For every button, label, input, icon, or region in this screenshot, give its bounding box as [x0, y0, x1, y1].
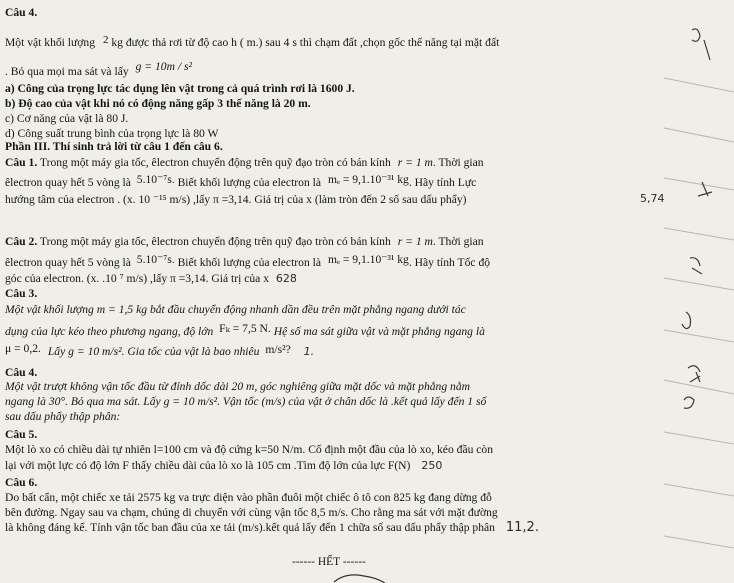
- q1-handwritten-answer: 5,74: [640, 192, 665, 205]
- q4-top-line1-rest: kg được thả rơi từ độ cao h ( m.) sau 4 s thì chạm đất ,chọn gốc thế năng tại mặt đất: [111, 36, 500, 49]
- q3-force: Fₖ = 7,5 N.: [219, 322, 271, 335]
- q1-line2-text: êlectron quay hết 5 vòng là: [5, 176, 131, 189]
- q2-radius: r = 1 m: [397, 235, 433, 248]
- q2-line1: [5, 235, 484, 249]
- q1-title: Câu 1.: [5, 156, 38, 169]
- q4-top-line2: [5, 60, 192, 79]
- q2-handwritten-answer: 628: [275, 272, 297, 285]
- q3-line2-end: Hệ số ma sát giữa vật và mặt phẳng ngang là: [273, 325, 485, 338]
- q3-line2: [5, 322, 485, 339]
- q3-mu: μ = 0,2.: [5, 342, 41, 355]
- q1-line1: [5, 156, 484, 170]
- q4-line1: Một vật trượt không vận tốc đầu từ đỉnh dốc dài 20 m, góc nghiêng giữa mặt dốc và mặt phẳng nằm: [5, 380, 471, 393]
- q1-line2-mid: Biết khối lượng của electron là: [177, 176, 322, 189]
- q1-mass: mₑ = 9,1.10⁻³¹ kg: [327, 173, 409, 186]
- q4-top-title: Câu 4.: [5, 6, 38, 19]
- q4-top-line1-text: Một vật khối lượng: [5, 36, 96, 49]
- q2-line2-text: êlectron quay hết 5 vòng là: [5, 256, 131, 269]
- q2-line3-text: góc của electron. (x. .10 ⁷ m/s) ,lấy π =3,14. Giá trị của x: [5, 272, 270, 285]
- q6-handwritten-answer: 11,2.: [505, 520, 539, 535]
- margin-scribbles: [664, 0, 734, 583]
- gravity-formula: g = 10m / s²: [135, 60, 192, 73]
- q6-title: Câu 6.: [5, 476, 38, 489]
- q1-time: 5.10⁻⁷s.: [136, 173, 175, 186]
- q2-mass: mₑ = 9,1.10⁻³¹ kg: [327, 253, 409, 266]
- q2-text-end: . Thời gian: [432, 235, 484, 248]
- bottom-scribble: [330, 570, 390, 583]
- q2-line2-end: . Hãy tính Tốc độ: [408, 256, 491, 269]
- q4-line3: sau dấu phẩy thập phân:: [5, 410, 121, 423]
- q3-line1: Một vật khối lượng m = 1,5 kg bắt đầu chuyển động nhanh dần đều trên mặt phẳng ngang dưới tác: [5, 303, 466, 316]
- option-d: d) Công suất trung bình của trọng lực là 80 W: [5, 127, 219, 140]
- q3-title: Câu 3.: [5, 287, 38, 300]
- q1-line2: [5, 173, 477, 190]
- q5-line1: Một lò xo có chiều dài tự nhiên l=100 cm và độ cứng k=50 N/m. Cố định một đầu của lò xo, kéo đầu còn: [5, 443, 494, 456]
- q4-top-line1: [5, 36, 499, 50]
- q1-line3: hướng tâm của electron . (x. 10 ⁻¹⁵ m/s) ,lấy π =3,14. Giá trị của x (làm tròn đến 2 số sau dấu phẩy): [5, 193, 467, 206]
- q6-line3: [5, 521, 539, 535]
- q6-line2: bên đường. Ngay sau va chạm, chúng di chuyển với cùng vận tốc 8,5 m/s. Cho rằng ma sát với mặt đường: [5, 506, 498, 519]
- option-b: b) Độ cao của vật khi nó có động năng gấp 3 thế năng là 20 m.: [5, 97, 311, 110]
- end-marker: ------ HẾT ------: [292, 556, 366, 568]
- q1-text: Trong một máy gia tốc, êlectron chuyển động trên quỹ đạo tròn có bán kính: [39, 156, 391, 169]
- q5-title: Câu 5.: [5, 428, 38, 441]
- q2-line2: [5, 253, 491, 270]
- q1-text-end: . Thời gian: [432, 156, 484, 169]
- q3-line3-text: Lấy g = 10 m/s². Gia tốc của vật là bao nhiêu: [47, 345, 260, 358]
- mass-value: 2: [102, 34, 109, 46]
- q4-top-line2-text: . Bỏ qua mọi ma sát và lấy: [5, 65, 129, 78]
- option-a: a) Công của trọng lực tác dụng lên vật trong cả quá trình rơi là 1600 J.: [5, 82, 355, 95]
- option-c: c) Cơ năng của vật là 80 J.: [5, 112, 129, 125]
- q1-radius: r = 1 m: [397, 156, 433, 169]
- q3-line3: [5, 342, 315, 359]
- q2-time: 5.10⁻⁷s.: [136, 253, 175, 266]
- q2-line3: [5, 272, 297, 286]
- q2-text: Trong một máy gia tốc, êlectron chuyển động trên quỹ đạo tròn có bán kính: [39, 235, 391, 248]
- q5-line2-text: lại với một lực có độ lớn F thấy chiều dài của lò xo là 105 cm .Tìm độ lớn của lực F(N): [5, 459, 411, 472]
- q3-handwritten-answer: 1.: [303, 345, 315, 358]
- q3-unit: m/s²?: [265, 343, 291, 356]
- q5-handwritten-answer: 250: [421, 459, 443, 472]
- q3-line2-text: dụng của lực kéo theo phương ngang, độ lớn: [5, 325, 214, 338]
- q2-title: Câu 2.: [5, 235, 38, 248]
- q5-line2: [5, 459, 442, 473]
- q2-line2-mid: Biết khối lượng của electron là: [177, 256, 322, 269]
- q4-line2: ngang là 30°. Bỏ qua ma sát. Lấy g = 10 m/s². Vận tốc (m/s) của vật ở chân dốc là .kết quả lấy đến 1 số: [5, 395, 487, 408]
- part3-heading: Phần III. Thí sinh trả lời từ câu 1 đến câu 6.: [5, 140, 223, 153]
- q6-line1: Do bất cẩn, một chiếc xe tải 2575 kg va trực diện vào phần đuôi một chiếc ô tô con 825 kg đang dừng đỗ: [5, 491, 492, 504]
- q4-title: Câu 4.: [5, 366, 38, 379]
- q6-line3-text: là không đáng kể. Tính vận tốc ban đầu của xe tải (m/s).kết quả lấy đến 1 chữa số sau dấu phẩy thập phân: [5, 521, 495, 534]
- q1-line2-end: . Hãy tính Lực: [408, 176, 477, 189]
